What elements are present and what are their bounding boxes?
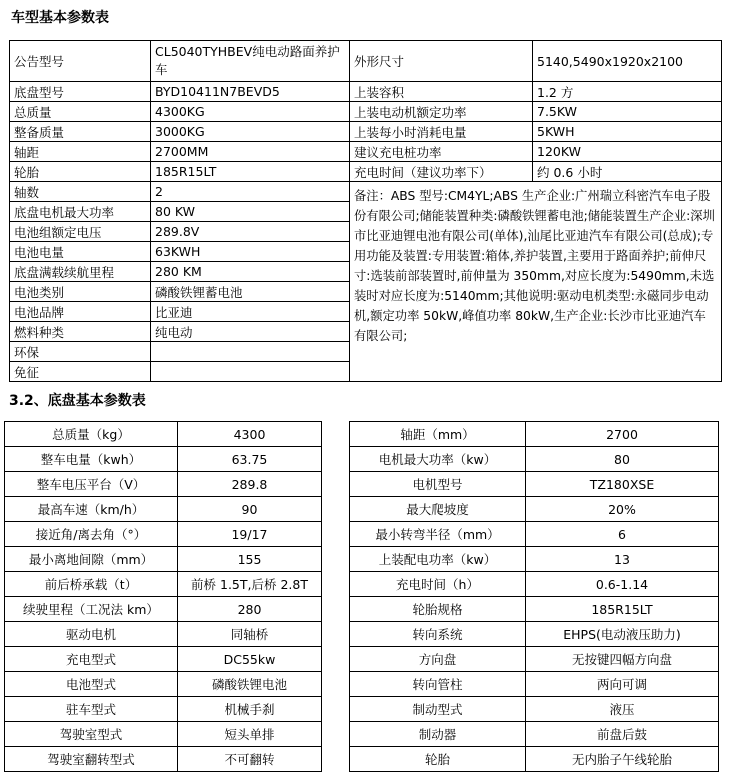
cell-value: DC55kw xyxy=(178,647,322,672)
cell-label: 上装配电功率（kw） xyxy=(350,547,526,572)
cell-value: 289.8 xyxy=(178,472,322,497)
cell-label: 建议充电桩功率 xyxy=(350,142,533,162)
cell-value: 液压 xyxy=(526,697,719,722)
column-gap xyxy=(322,547,350,572)
cell-label: 最小转弯半径（mm） xyxy=(350,522,526,547)
cell-value: 0.6-1.14 xyxy=(526,572,719,597)
cell-value: 1.2 方 xyxy=(533,82,722,102)
column-gap xyxy=(322,572,350,597)
column-gap xyxy=(322,672,350,697)
cell-value: 289.8V xyxy=(151,222,350,242)
column-gap xyxy=(322,697,350,722)
cell-label: 免征 xyxy=(10,362,151,382)
cell-value: 无按键四幅方向盘 xyxy=(526,647,719,672)
cell-label: 外形尺寸 xyxy=(350,41,533,82)
cell-label: 轮胎规格 xyxy=(350,597,526,622)
cell-label: 总质量（kg） xyxy=(5,422,178,447)
cell-label: 电池电量 xyxy=(10,242,151,262)
cell-label: 最小离地间隙（mm） xyxy=(5,547,178,572)
cell-value: 7.5KW xyxy=(533,102,722,122)
cell-value: 13 xyxy=(526,547,719,572)
table-row xyxy=(10,82,722,102)
section2-title: 3.2、底盘基本参数表 xyxy=(9,393,146,409)
cell-label: 环保 xyxy=(10,342,151,362)
cell-label: 最大爬坡度 xyxy=(350,497,526,522)
remarks-note: 备注：ABS 型号:CM4YL;ABS 生产企业:广州瑞立科密汽车电子股份有限公司;储能装置种类:磷酸铁锂蓄电池;储能装置生产企业:深圳市比亚迪锂电池有限公司(单体),汕尾比亚迪汽车有限公司(总成);专用功能及装置:专用装置:箱体,养护装置,主要用于路面养护;前伸尺寸:选装前部装置时,前伸量为 350mm,对应长度为:5490mm,未选装时对应长度为:5140mm;其他说明:驱动电机类型:永磁同步电动机,额定功率 50kW,峰值功率 80kW,生产企业:长沙市比亚迪汽车有限公司; xyxy=(350,182,722,382)
table-row xyxy=(5,672,719,697)
cell-label: 转向系统 xyxy=(350,622,526,647)
cell-value xyxy=(151,362,350,382)
cell-value: 比亚迪 xyxy=(151,302,350,322)
cell-value: 不可翻转 xyxy=(178,747,322,772)
table-row xyxy=(5,572,719,597)
table-row xyxy=(10,41,722,82)
column-gap xyxy=(322,722,350,747)
cell-label: 驾驶室型式 xyxy=(5,722,178,747)
chassis-params-table xyxy=(4,421,719,772)
section1-title: 车型基本参数表 xyxy=(11,10,109,26)
table-row xyxy=(5,622,719,647)
cell-label: 驾驶室翻转型式 xyxy=(5,747,178,772)
cell-value: 前桥 1.5T,后桥 2.8T xyxy=(178,572,322,597)
cell-label: 电机最大功率（kw） xyxy=(350,447,526,472)
cell-value: 63KWH xyxy=(151,242,350,262)
cell-value: 120KW xyxy=(533,142,722,162)
cell-label: 轮胎 xyxy=(350,747,526,772)
cell-value: 短头单排 xyxy=(178,722,322,747)
cell-value: 80 KW xyxy=(151,202,350,222)
column-gap xyxy=(322,472,350,497)
cell-value: 80 xyxy=(526,447,719,472)
cell-label: 上装容积 xyxy=(350,82,533,102)
table-row xyxy=(5,547,719,572)
cell-value: 同轴桥 xyxy=(178,622,322,647)
cell-label: 转向管柱 xyxy=(350,672,526,697)
table-row xyxy=(10,142,722,162)
table-row xyxy=(5,697,719,722)
table-row xyxy=(5,472,719,497)
cell-label: 制动型式 xyxy=(350,697,526,722)
cell-label: 轴距 xyxy=(10,142,151,162)
cell-value: TZ180XSE xyxy=(526,472,719,497)
cell-value: 4300 xyxy=(178,422,322,447)
cell-value: 155 xyxy=(178,547,322,572)
table-row xyxy=(10,102,722,122)
column-gap xyxy=(322,597,350,622)
cell-label: 方向盘 xyxy=(350,647,526,672)
cell-label: 接近角/离去角（°） xyxy=(5,522,178,547)
cell-value: 约 0.6 小时 xyxy=(533,162,722,182)
cell-value: 4300KG xyxy=(151,102,350,122)
cell-label: 轴数 xyxy=(10,182,151,202)
vehicle-params-table xyxy=(9,40,722,382)
cell-label: 整备质量 xyxy=(10,122,151,142)
cell-value: 2 xyxy=(151,182,350,202)
cell-value: 机械手刹 xyxy=(178,697,322,722)
cell-value: 185R15LT xyxy=(151,162,350,182)
column-gap xyxy=(322,522,350,547)
cell-label: 轴距（mm） xyxy=(350,422,526,447)
cell-value: 2700 xyxy=(526,422,719,447)
cell-value: EHPS(电动液压助力) xyxy=(526,622,719,647)
table-row xyxy=(5,497,719,522)
cell-label: 轮胎 xyxy=(10,162,151,182)
cell-label: 底盘电机最大功率 xyxy=(10,202,151,222)
cell-value: 280 xyxy=(178,597,322,622)
cell-label: 驻车型式 xyxy=(5,697,178,722)
column-gap xyxy=(322,447,350,472)
cell-value: 前盘后鼓 xyxy=(526,722,719,747)
cell-value: 两向可调 xyxy=(526,672,719,697)
cell-value: CL5040TYHBEV纯电动路面养护车 xyxy=(151,41,350,82)
cell-label: 整车电量（kwh） xyxy=(5,447,178,472)
cell-label: 燃料种类 xyxy=(10,322,151,342)
cell-label: 上装每小时消耗电量 xyxy=(350,122,533,142)
column-gap xyxy=(322,747,350,772)
column-gap xyxy=(322,647,350,672)
cell-label: 公告型号 xyxy=(10,41,151,82)
column-gap xyxy=(322,497,350,522)
table-row xyxy=(10,162,722,182)
cell-value: 20% xyxy=(526,497,719,522)
column-gap xyxy=(322,422,350,447)
cell-label: 电池型式 xyxy=(5,672,178,697)
table-row xyxy=(5,647,719,672)
table-row xyxy=(5,722,719,747)
cell-label: 充电型式 xyxy=(5,647,178,672)
cell-label: 上装电动机额定功率 xyxy=(350,102,533,122)
cell-label: 电机型号 xyxy=(350,472,526,497)
column-gap xyxy=(322,622,350,647)
cell-value: 磷酸铁锂电池 xyxy=(178,672,322,697)
cell-label: 前后桥承载（t） xyxy=(5,572,178,597)
cell-label: 底盘满载续航里程 xyxy=(10,262,151,282)
table-row xyxy=(10,122,722,142)
cell-value: BYD10411N7BEVD5 xyxy=(151,82,350,102)
cell-value: 280 KM xyxy=(151,262,350,282)
cell-value: 3000KG xyxy=(151,122,350,142)
cell-value: 6 xyxy=(526,522,719,547)
cell-value: 磷酸铁锂蓄电池 xyxy=(151,282,350,302)
cell-label: 底盘型号 xyxy=(10,82,151,102)
table-row xyxy=(5,522,719,547)
table-row xyxy=(5,422,719,447)
cell-value: 5KWH xyxy=(533,122,722,142)
table-row xyxy=(5,447,719,472)
cell-value: 5140,5490x1920x2100 xyxy=(533,41,722,82)
cell-value xyxy=(151,342,350,362)
table-row xyxy=(5,747,719,772)
cell-label: 电池品牌 xyxy=(10,302,151,322)
cell-label: 制动器 xyxy=(350,722,526,747)
cell-value: 185R15LT xyxy=(526,597,719,622)
cell-label: 整车电压平台（V） xyxy=(5,472,178,497)
cell-label: 续驶里程（工况法 km） xyxy=(5,597,178,622)
cell-value: 90 xyxy=(178,497,322,522)
cell-label: 总质量 xyxy=(10,102,151,122)
cell-label: 充电时间（h） xyxy=(350,572,526,597)
cell-label: 充电时间（建议功率下） xyxy=(350,162,533,182)
cell-value: 2700MM xyxy=(151,142,350,162)
table-row xyxy=(5,597,719,622)
cell-value: 纯电动 xyxy=(151,322,350,342)
cell-label: 最高车速（km/h） xyxy=(5,497,178,522)
cell-label: 驱动电机 xyxy=(5,622,178,647)
cell-label: 电池组额定电压 xyxy=(10,222,151,242)
cell-value: 19/17 xyxy=(178,522,322,547)
cell-value: 63.75 xyxy=(178,447,322,472)
table-row xyxy=(10,182,722,202)
cell-label: 电池类别 xyxy=(10,282,151,302)
cell-value: 无内胎子午线轮胎 xyxy=(526,747,719,772)
